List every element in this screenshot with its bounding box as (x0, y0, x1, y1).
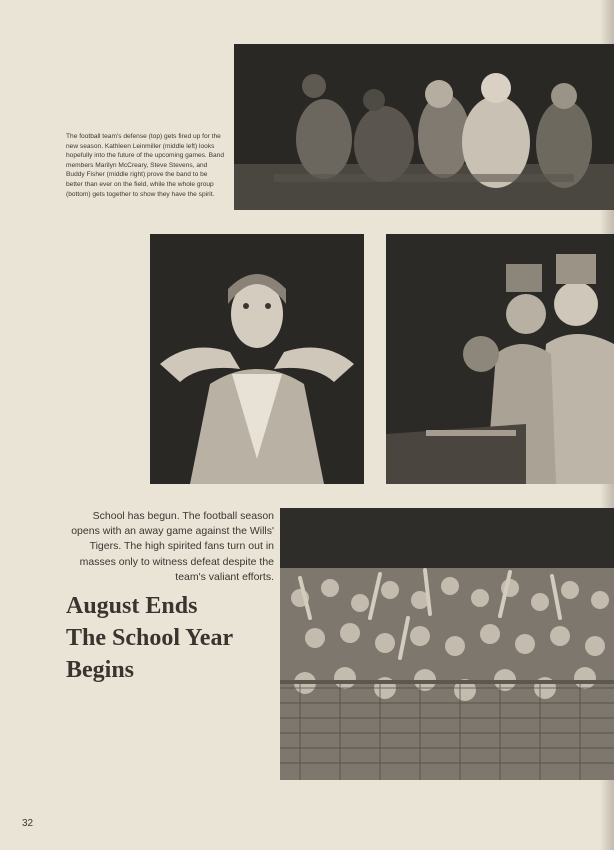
article-headline (66, 590, 276, 686)
page-number: 32 (22, 818, 34, 829)
football-defense-photo (234, 44, 614, 210)
fans-crowd-photo (280, 508, 614, 780)
article-body-text: School has begun. The football season opens with an away game against the Wills' Tigers. The high spirited fans turn out in masses only to witness defeat despite the team's valiant efforts. (71, 510, 274, 583)
headline-line-3: Begins (66, 657, 135, 683)
photo-caption: The football team's defense (top) gets fired up for the new season. Kathleen Leinmiller (middle left) looks hopefully into the future of the upcoming games. Band members Marilyn McCreary, Steve Stevens, and Buddy Fisher (middle right) prove the band to be better than ever on the field, while the whole group (bottom) gets together to show they have the spirit. (66, 133, 224, 198)
band-members-photo (386, 234, 614, 484)
headline-line-1: August Ends (66, 593, 198, 619)
cheerleader-photo (150, 234, 364, 484)
headline-line-2: The School Year (66, 625, 234, 651)
